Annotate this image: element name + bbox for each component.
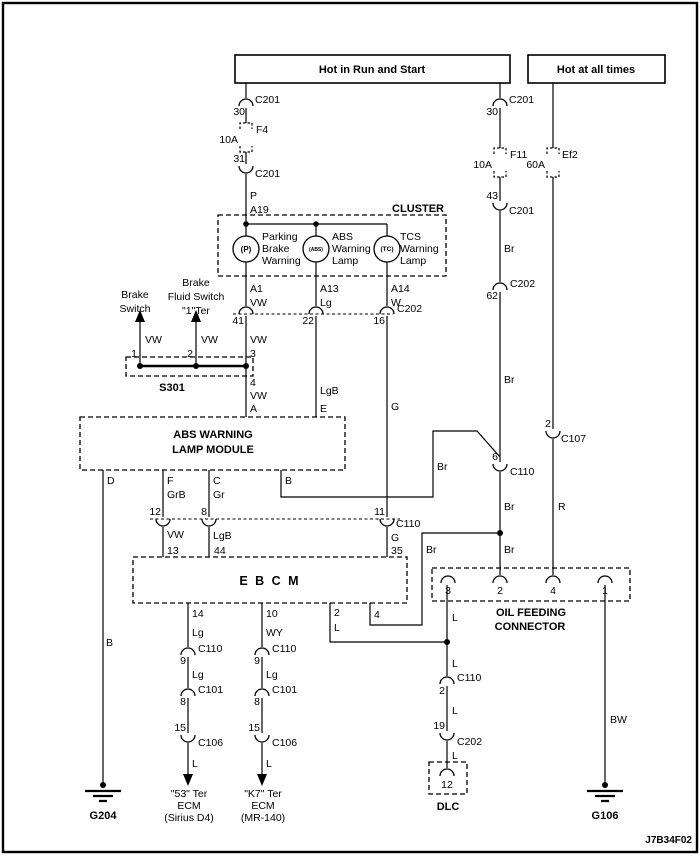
wire-color-label: L: [452, 612, 458, 624]
connector-pin-number: 16: [373, 315, 385, 327]
connector-pin-number: 15: [248, 722, 260, 734]
junction-dot: [313, 221, 319, 227]
pin-label: A: [250, 403, 258, 415]
wire-color-label: L: [452, 705, 458, 717]
power-run-start-label: Hot in Run and Start: [318, 64, 426, 76]
connector-pin-number: 2: [497, 585, 503, 597]
ecm1-label: ECM: [177, 800, 201, 812]
ecm1-label: "53" Ter: [170, 788, 208, 800]
s301-label: S301: [159, 382, 185, 394]
connector-pin-number: 8: [180, 696, 186, 708]
wire-color-label: Lg: [266, 669, 278, 681]
ground-label: G106: [591, 810, 619, 822]
ebcm-pin-number: 35: [391, 545, 403, 557]
g204-ground-bars: [85, 791, 121, 801]
wire-color-label: W: [391, 297, 401, 309]
wire-color-label: WY: [266, 627, 283, 639]
wire-color-label: LgB: [320, 385, 339, 397]
ebcm-pin-number: 10: [266, 608, 278, 620]
connector-id: C202: [397, 303, 423, 315]
lamp-label: TCS: [400, 231, 421, 243]
connector-pin-number: 6: [492, 451, 498, 463]
wire-color-label: LgB: [213, 530, 232, 542]
brake-fluid-switch-label: Fluid Switch: [167, 291, 225, 303]
ecm2-arrow-icon: [257, 774, 267, 786]
power-all-times-label: Hot at all times: [556, 64, 636, 76]
lamp-label: Warning: [262, 255, 301, 267]
connector-id: C110: [457, 672, 482, 684]
g204-ground-icon: [100, 782, 106, 788]
connector-pin-number: 22: [302, 315, 314, 327]
junction-dot: [137, 363, 143, 369]
ebcm-pin-number: 4: [374, 609, 380, 621]
splice-pin-number: 3: [250, 348, 256, 360]
junction-dot: [444, 639, 450, 645]
ecm2-label: ECM: [251, 800, 275, 812]
wire-color-label: Br: [504, 374, 515, 386]
diagram-code: J7B34F02: [645, 835, 692, 846]
pin-label: A19: [250, 204, 269, 216]
connector-pin-number: 31: [233, 153, 245, 165]
brake-fluid-switch-label: "1"Ter: [182, 305, 210, 317]
lamp-label: Brake: [262, 243, 290, 255]
fuse-rating: 10A: [219, 134, 238, 146]
abs-module-title: ABS WARNING: [173, 429, 253, 441]
fuse-f11-symbol: [494, 148, 506, 177]
brake-fluid-switch-label: Brake: [182, 277, 210, 289]
connector-id: C101: [272, 684, 298, 696]
connector-pin-number: 15: [174, 722, 186, 734]
connector-pin-number: 30: [233, 106, 245, 118]
wire-color-label: VW: [201, 334, 218, 346]
fuse-ef2-symbol: [547, 148, 559, 177]
wire-color-label: G: [391, 532, 400, 544]
connector-pin-number: 9: [180, 655, 186, 667]
fuse-name: F4: [256, 124, 269, 136]
wire-color-label: Br: [437, 461, 448, 473]
connector-pin-number: 43: [486, 190, 498, 202]
abs-module-title: LAMP MODULE: [172, 444, 254, 456]
wire-color-label: B: [106, 637, 114, 649]
connector-pin-number: 12: [149, 506, 161, 518]
junction-dot: [193, 363, 199, 369]
junction-dot: [243, 221, 249, 227]
cluster-title: CLUSTER: [392, 203, 444, 215]
connector-id: C106: [198, 737, 224, 749]
wire-color-label: L: [452, 750, 458, 762]
ebcm-pin-number: 13: [167, 545, 179, 557]
ebcm-pin-number: 14: [192, 608, 204, 620]
g106-ground-bars: [587, 791, 623, 801]
brake-switch-label: Brake: [121, 289, 149, 301]
connector-id: C201: [509, 94, 535, 106]
connector-pin-number: 8: [254, 696, 260, 708]
pin-label: A14: [391, 283, 410, 295]
ecm2-label: (MR-140): [240, 812, 286, 824]
wire-color-label: R: [558, 501, 566, 513]
connector-id: C110: [198, 643, 223, 655]
wire-color-label: Br: [426, 544, 437, 556]
ecm1-arrow-icon: [183, 774, 193, 786]
connector-pin-number: 11: [374, 506, 385, 518]
fuse-name: Ef2: [562, 149, 578, 161]
g106-ground-icon: [602, 782, 608, 788]
junction-dot: [243, 363, 249, 369]
wire-color-label: VW: [250, 334, 267, 346]
fuse-name: F11: [510, 149, 528, 161]
wire-color-label: Lg: [192, 627, 204, 639]
connector-id: C202: [457, 736, 483, 748]
connector-id: C201: [255, 168, 281, 180]
page-border: [3, 3, 697, 852]
dlc-label: DLC: [436, 801, 460, 813]
brake-switch-label: Switch: [119, 303, 151, 315]
tcs-lamp-glyph: (TC): [380, 246, 394, 253]
connector-pin-number: 19: [433, 720, 445, 732]
oil-feeding-connector-box: [432, 568, 630, 601]
wire-color-label: GrB: [167, 489, 186, 501]
connector-pin-number: 30: [486, 106, 498, 118]
connector-pin-number: 62: [486, 290, 498, 302]
ebcm-pin-number: 2: [334, 607, 340, 619]
ecm2-label: "K7" Ter: [244, 788, 282, 800]
connector-id: C106: [272, 737, 298, 749]
lamp-label: Parking: [262, 231, 298, 243]
wire-color-label: Lg: [320, 297, 332, 309]
splice-pin-number: 2: [187, 348, 193, 360]
lamp-label: Lamp: [332, 255, 359, 267]
connector-pin-number: 1: [602, 585, 608, 597]
pin-label: A13: [320, 283, 339, 295]
pin-label: E: [320, 403, 328, 415]
lamp-label: Warning: [332, 243, 371, 255]
ground-label: G204: [89, 810, 117, 822]
lamp-label: Warning: [400, 243, 439, 255]
lamp-label: ABS: [332, 231, 354, 243]
fuse-rating: 60A: [526, 159, 545, 171]
connector-id: C107: [561, 433, 587, 445]
wire-color-label: BW: [610, 714, 627, 726]
connector-pin-number: 9: [254, 655, 260, 667]
connector-id: C202: [510, 278, 536, 290]
wire-color-label: Br: [504, 243, 515, 255]
lamp-label: Lamp: [400, 255, 427, 267]
splice-pin-number: 1: [131, 348, 137, 360]
abs-lamp-glyph: (ABS): [309, 247, 323, 253]
pin-label: D: [107, 475, 115, 487]
wire-color-label: Lg: [192, 669, 204, 681]
wire-color-label: VW: [145, 334, 162, 346]
wire-color-label: VW: [250, 390, 267, 402]
fuse-rating: 10A: [473, 159, 492, 171]
connector-id: C201: [255, 94, 281, 106]
connector-pin-number: 41: [232, 315, 244, 327]
wire-color-label: Br: [504, 501, 515, 513]
connector-pin-number: 12: [441, 779, 453, 791]
junction-dot: [497, 530, 503, 536]
wire-color-label: L: [266, 758, 272, 770]
wire-color-label: L: [192, 758, 198, 770]
fuse-f4-symbol: [240, 123, 252, 152]
ecm1-label: (Sirius D4): [164, 812, 214, 824]
oil-feeding-connector-title: CONNECTOR: [494, 621, 566, 633]
connector-id: C201: [509, 205, 535, 217]
connector-id: C110: [510, 466, 535, 478]
wire-color-label: G: [391, 401, 400, 413]
wire-color-label: VW: [167, 529, 184, 541]
connector-pin-number: 2: [545, 418, 551, 430]
oil-feeding-connector-title: OIL FEEDING: [495, 607, 567, 619]
wire-color-label: L: [452, 658, 458, 670]
parking-brake-lamp-glyph: (P): [240, 245, 252, 254]
wire-color-label: P: [250, 190, 258, 202]
connector-id: C110: [396, 518, 421, 530]
connector-pin-number: 8: [201, 506, 207, 518]
wire-color-label: Br: [504, 544, 515, 556]
connector-pin-number: 4: [550, 585, 556, 597]
wire-color-label: VW: [250, 297, 267, 309]
connector-id: C101: [198, 684, 224, 696]
ebcm-title: E B C M: [239, 574, 301, 588]
wire-color-label: Gr: [213, 489, 225, 501]
wire-color-label: L: [334, 622, 340, 634]
pin-label: F: [167, 475, 174, 487]
pin-label: A1: [250, 283, 263, 295]
ebcm-pin-number: 44: [214, 545, 226, 557]
pin-label: C: [213, 475, 221, 487]
connector-pin-number: 3: [445, 585, 451, 597]
connector-id: C110: [272, 643, 297, 655]
splice-pin-number: 4: [250, 377, 256, 389]
connector-pin-number: 2: [439, 685, 445, 697]
pin-label: B: [285, 475, 293, 487]
